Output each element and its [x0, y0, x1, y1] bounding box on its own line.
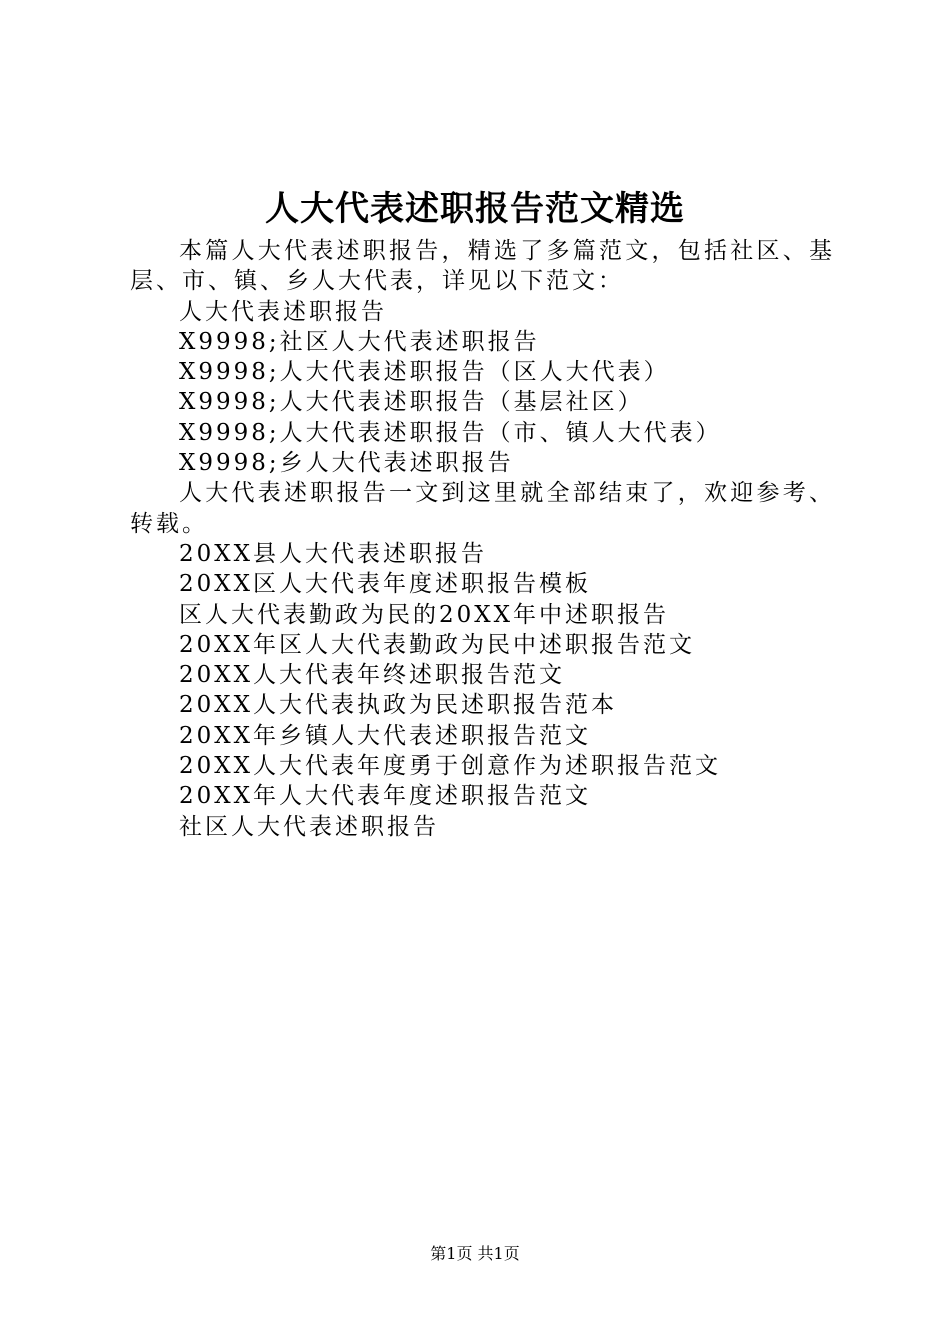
related-item: 20XX人大代表执政为民述职报告范本: [179, 692, 618, 719]
toc-item: X9998;人大代表述职报告（区人大代表）: [179, 359, 670, 386]
toc-item: 人大代表述职报告: [179, 298, 387, 325]
toc-item: X9998;人大代表述职报告（基层社区）: [179, 389, 644, 416]
toc-item: X9998;乡人大代表述职报告: [179, 450, 514, 477]
page-footer: 第1页 共1页: [430, 1244, 520, 1263]
related-item: 20XX年乡镇人大代表述职报告范文: [179, 722, 592, 749]
document-body: [130, 236, 835, 842]
related-item: 20XX年人大代表年度述职报告范文: [179, 783, 592, 810]
document-title: 人大代表述职报告范文精选: [265, 189, 685, 229]
related-item: 20XX区人大代表年度述职报告模板: [179, 571, 592, 598]
closing-paragraph: 人大代表述职报告一文到这里就全部结束了，欢迎参考、转载。: [130, 480, 835, 537]
related-item: 20XX县人大代表述职报告: [179, 540, 488, 567]
related-item: 20XX人大代表年度勇于创意作为述职报告范文: [179, 753, 722, 780]
related-item: 20XX年区人大代表勤政为民中述职报告范文: [179, 631, 696, 658]
intro-paragraph: 本篇人大代表述职报告，精选了多篇范文，包括社区、基层、市、镇、乡人大代表，详见以下范文：: [130, 238, 835, 295]
related-item: 社区人大代表述职报告: [179, 813, 439, 840]
toc-item: X9998;社区人大代表述职报告: [179, 328, 540, 355]
toc-item: X9998;人大代表述职报告（市、镇人大代表）: [179, 419, 722, 446]
related-item: 区人大代表勤政为民的20XX年中述职报告: [179, 601, 670, 628]
related-item: 20XX人大代表年终述职报告范文: [179, 662, 566, 689]
